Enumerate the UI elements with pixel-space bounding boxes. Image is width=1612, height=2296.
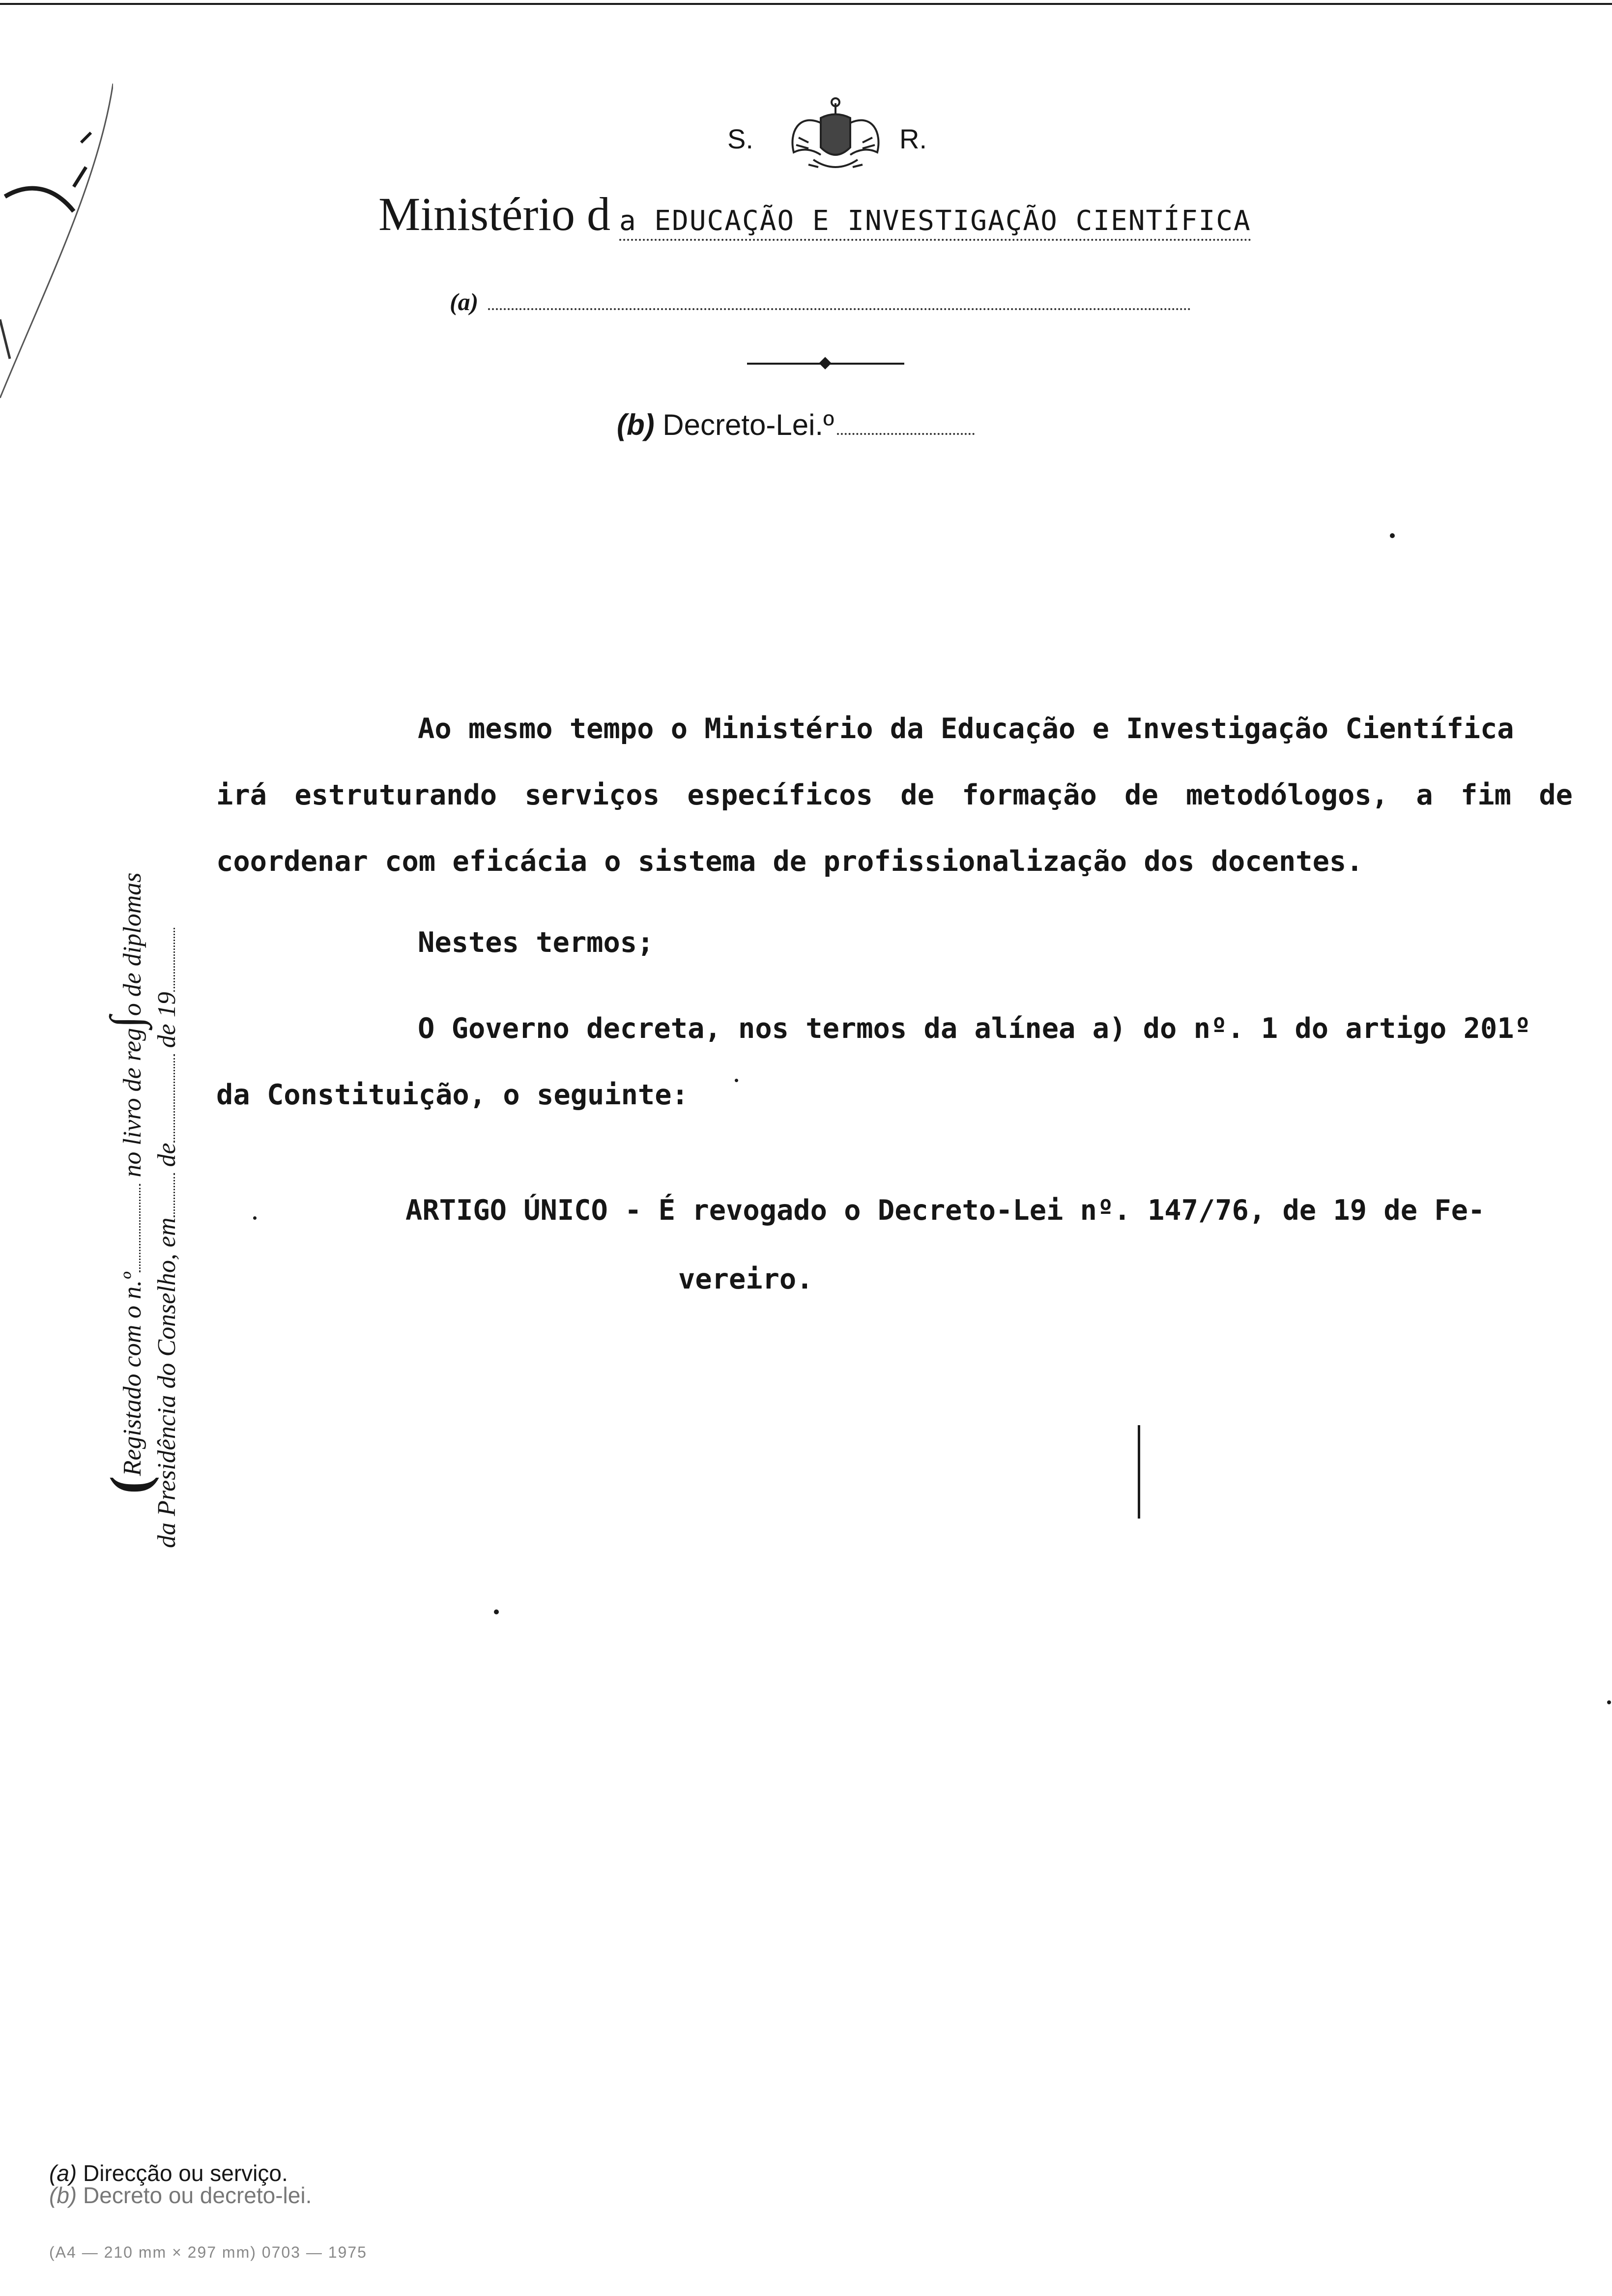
- directorate-label: (a): [450, 288, 479, 316]
- paragraph-1-line-3: coordenar com eficácia o sistema de profissionalização dos docentes.: [216, 845, 1363, 878]
- ink-speck: [1390, 533, 1395, 538]
- paragraph-1-line-2: irá estruturando serviços específicos de formação de metodólogos, a fim de: [216, 779, 1573, 811]
- print-reference: (A4 — 210 mm × 297 mm) 0703 — 1975: [49, 2243, 367, 2261]
- footnote-b: [49, 2182, 312, 2209]
- registration-month-blank: [173, 1054, 175, 1143]
- decree-line: [617, 408, 975, 442]
- registration-day-blank: [173, 1173, 175, 1217]
- coat-of-arms-icon: [779, 93, 892, 177]
- paragraph-3-line-2: da Constituição, o seguinte:: [216, 1079, 689, 1111]
- article-line-2: vereiro.: [678, 1263, 813, 1295]
- directorate-blank: [488, 308, 1191, 310]
- registration-number-label: Registado com o n.º: [118, 1272, 146, 1476]
- decree-number-blank: [837, 433, 975, 435]
- registration-line-1: (Registado com o n.º no livro de reg∫o de diplomas: [99, 872, 159, 1494]
- registration-year-blank: [173, 928, 175, 992]
- registration-of-label: de: [153, 1143, 181, 1167]
- footnote-a-text: Direcção ou serviço.: [83, 2160, 288, 2186]
- paragraph-2: Nestes termos;: [418, 926, 654, 959]
- ink-speck: [735, 1079, 738, 1082]
- ministry-prefix: Ministério d: [378, 188, 610, 240]
- registration-number-blank: [139, 1184, 141, 1272]
- registration-note: [29, 649, 187, 1548]
- divider-diamond-icon: [819, 357, 831, 369]
- ink-speck: [494, 1609, 499, 1614]
- footnote-b-text: Decreto ou decreto-lei.: [83, 2182, 312, 2208]
- binding-marks: [0, 84, 113, 398]
- margin-pen-stroke: [1138, 1425, 1140, 1519]
- ministry-name: a EDUCAÇÃO E INVESTIGAÇÃO CIENTÍFICA: [619, 205, 1251, 241]
- letter-r: R.: [899, 123, 927, 154]
- registration-diplomas-label: o de diplomas: [118, 872, 146, 1016]
- footnote-a-label: (a): [49, 2160, 77, 2186]
- paragraph-3-line-1: O Governo decreta, nos termos da alínea a) do nº. 1 do artigo 201º: [418, 1012, 1531, 1045]
- letter-s: S.: [727, 123, 753, 154]
- directorate-line: [450, 287, 1202, 316]
- registration-line-2: [152, 928, 181, 1548]
- registration-date-label: da Presidência do Conselho, em: [153, 1217, 181, 1548]
- decree-text: Decreto-Lei.º: [662, 408, 835, 441]
- paragraph-1-line-1: Ao mesmo tempo o Ministério da Educação e Investigação Científica: [418, 713, 1514, 745]
- top-border-rule: [0, 3, 1612, 5]
- article-line-1: ARTIGO ÚNICO - É revogado o Decreto-Lei nº. 147/76, de 19 de Fe-: [405, 1194, 1485, 1227]
- ink-speck: [253, 1216, 257, 1220]
- registration-book-label: no livro de reg: [118, 1028, 146, 1177]
- ink-speck: [1607, 1700, 1611, 1704]
- footnote-b-label: (b): [49, 2182, 77, 2208]
- decree-label: (b): [617, 408, 655, 441]
- letterhead: [727, 93, 934, 177]
- registration-year-label: de 19: [153, 992, 181, 1048]
- ministry-heading: [378, 187, 1361, 241]
